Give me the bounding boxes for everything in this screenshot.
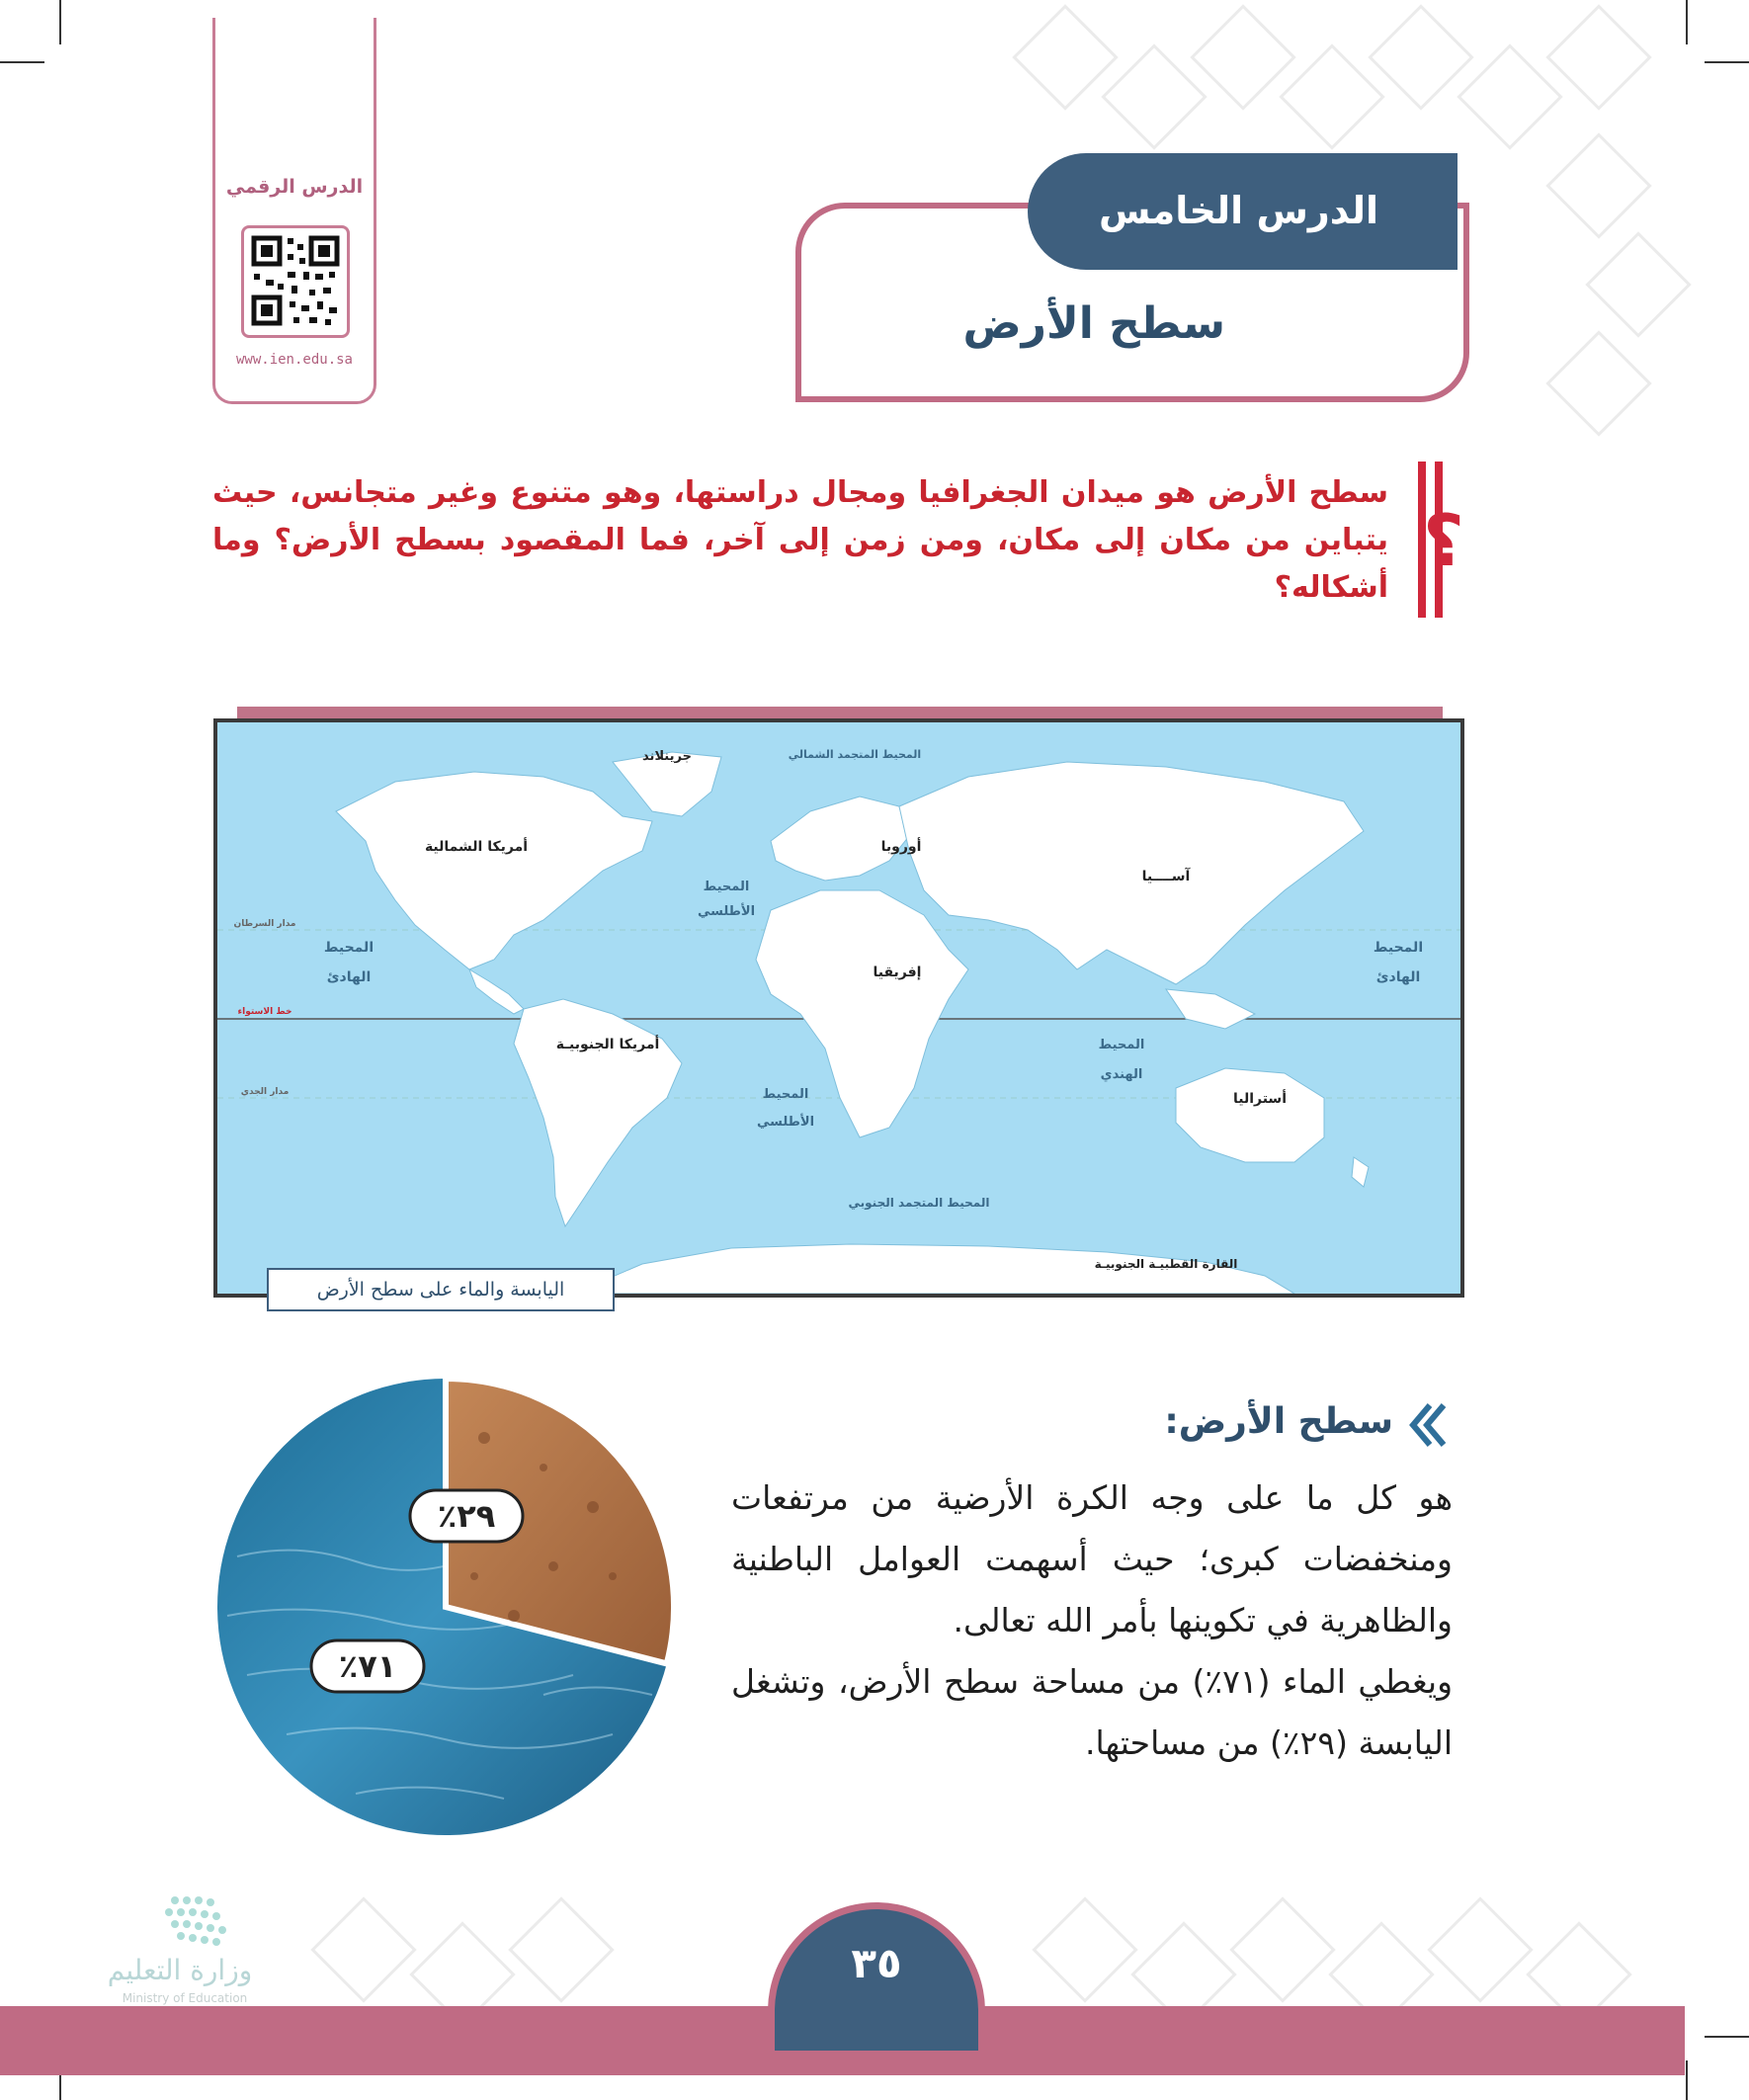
map-label-greenland: جرينلاند: [642, 749, 692, 764]
crop-mark: [0, 61, 44, 63]
lesson-title: سطح الأرض: [962, 298, 1225, 349]
ministry-logo: [91, 1892, 289, 2031]
map-label-atlantic-north-2: الأطلسي: [697, 904, 756, 919]
ministry-logo-icon: [91, 1892, 269, 1952]
pattern-diamond: [1279, 43, 1384, 149]
map-label-pacific-east-1: المحيط: [1373, 940, 1424, 956]
map-label-atlantic-south-1: المحيط: [762, 1087, 809, 1102]
map-label-atlantic-south-2: الأطلسي: [756, 1115, 815, 1130]
crop-mark: [1686, 2060, 1688, 2100]
pattern-diamond: [1229, 1896, 1335, 2002]
water-percent-badge: [311, 1640, 424, 1692]
pattern-diamond: [1585, 231, 1691, 337]
qr-code-icon: [244, 228, 347, 335]
pattern-diamond: [1101, 43, 1207, 149]
crop-mark: [1705, 2036, 1749, 2038]
double-chevron-icon: [1408, 1400, 1448, 1450]
pattern-diamond: [508, 1896, 614, 2002]
map-label-africa: إفريقيا: [873, 965, 922, 980]
map-label-europe: أوروبا: [880, 839, 922, 855]
map-label-indian-1: المحيط: [1098, 1038, 1145, 1052]
world-map-graphic: [217, 722, 1460, 1294]
qr-code[interactable]: [241, 225, 350, 338]
map-label-north-america: أمريكا الشمالية: [424, 839, 529, 855]
map-label-antarctica: القارة القطبيـة الجنوبيـة: [1094, 1257, 1238, 1271]
land-water-pie-graphic: [217, 1379, 674, 1835]
question-mark-icon: ؟: [1423, 499, 1464, 582]
map-top-bar: [237, 707, 1443, 718]
pattern-diamond: [1545, 4, 1651, 110]
pattern-diamond: [1545, 330, 1651, 436]
pattern-diamond: [1457, 43, 1562, 149]
definition-text: [731, 1468, 1453, 1774]
digital-lesson-card[interactable]: [212, 18, 376, 404]
map-label-arctic-ocean: المحيط المتجمد الشمالي: [788, 748, 922, 761]
map-label-australia: أستراليا: [1232, 1091, 1288, 1107]
lesson-number-tab: [1028, 153, 1458, 270]
map-label-pacific-east-2: الهادئ: [1375, 969, 1421, 985]
crop-mark: [59, 0, 61, 44]
coverage-paragraph: ويغطي الماء (٧١٪) من مساحة سطح الأرض، وتشغل اليابسة (٢٩٪) من مساحتها.: [731, 1662, 1454, 1762]
map-label-indian-2: الهندي: [1100, 1067, 1143, 1082]
world-map: [213, 718, 1464, 1298]
ministry-name-arabic: وزارة التعليم: [107, 1954, 253, 1986]
map-label-equator: خط الاستواء: [237, 1007, 292, 1017]
water-percent-label: ٪٧١: [338, 1647, 397, 1685]
section-heading: سطح الأرض:: [1164, 1401, 1393, 1442]
land-percent-label: ٪٢٩: [437, 1497, 496, 1535]
page-number: ٣٥: [851, 1939, 902, 1987]
lesson-number: الدرس الخامس: [1099, 189, 1378, 232]
map-label-tropic-cancer: مدار السرطان: [233, 919, 296, 929]
map-label-southern-ocean: المحيط المتجمد الجنوبي: [848, 1196, 990, 1210]
opening-question: سطح الأرض هو ميدان الجغرافيا ومجال دراستها، وهو متنوع وغير متجانس، حيث يتباين من مكان إلى مكان، ومن زمن إلى آخر، فما المقصود بسطح الأرض؟ وما أشكاله؟: [212, 475, 1388, 605]
pattern-diamond: [1427, 1896, 1533, 2002]
map-label-south-america: أمريكا الجنوبيـة: [555, 1037, 660, 1052]
map-label-atlantic-north-1: المحيط: [703, 880, 750, 894]
map-label-pacific-west-1: المحيط: [323, 940, 375, 956]
map-label-tropic-capricorn: مدار الجدي: [240, 1087, 290, 1097]
crop-mark: [1705, 61, 1749, 63]
pattern-diamond: [1032, 1896, 1137, 2002]
map-label-pacific-west-2: الهادئ: [326, 969, 372, 985]
digital-lesson-label: الدرس الرقمي: [225, 176, 364, 198]
map-label-asia: آســــيا: [1141, 869, 1191, 884]
pattern-diamond: [310, 1896, 416, 2002]
map-caption: اليابسة والماء على سطح الأرض: [267, 1268, 615, 1311]
ministry-name-english: Ministry of Education: [122, 1991, 248, 2005]
pattern-diamond: [1545, 132, 1651, 238]
digital-lesson-url[interactable]: www.ien.edu.sa: [235, 352, 353, 368]
definition-paragraph: هو كل ما على وجه الكرة الأرضية من مرتفعات ومنخفضات كبرى؛ حيث أسهمت العوامل الباطنية والظاهرية في تكوينها بأمر الله تعالى.: [731, 1478, 1453, 1639]
crop-mark: [1686, 0, 1688, 44]
land-water-pie: [217, 1379, 674, 1835]
land-percent-badge: [410, 1490, 523, 1542]
